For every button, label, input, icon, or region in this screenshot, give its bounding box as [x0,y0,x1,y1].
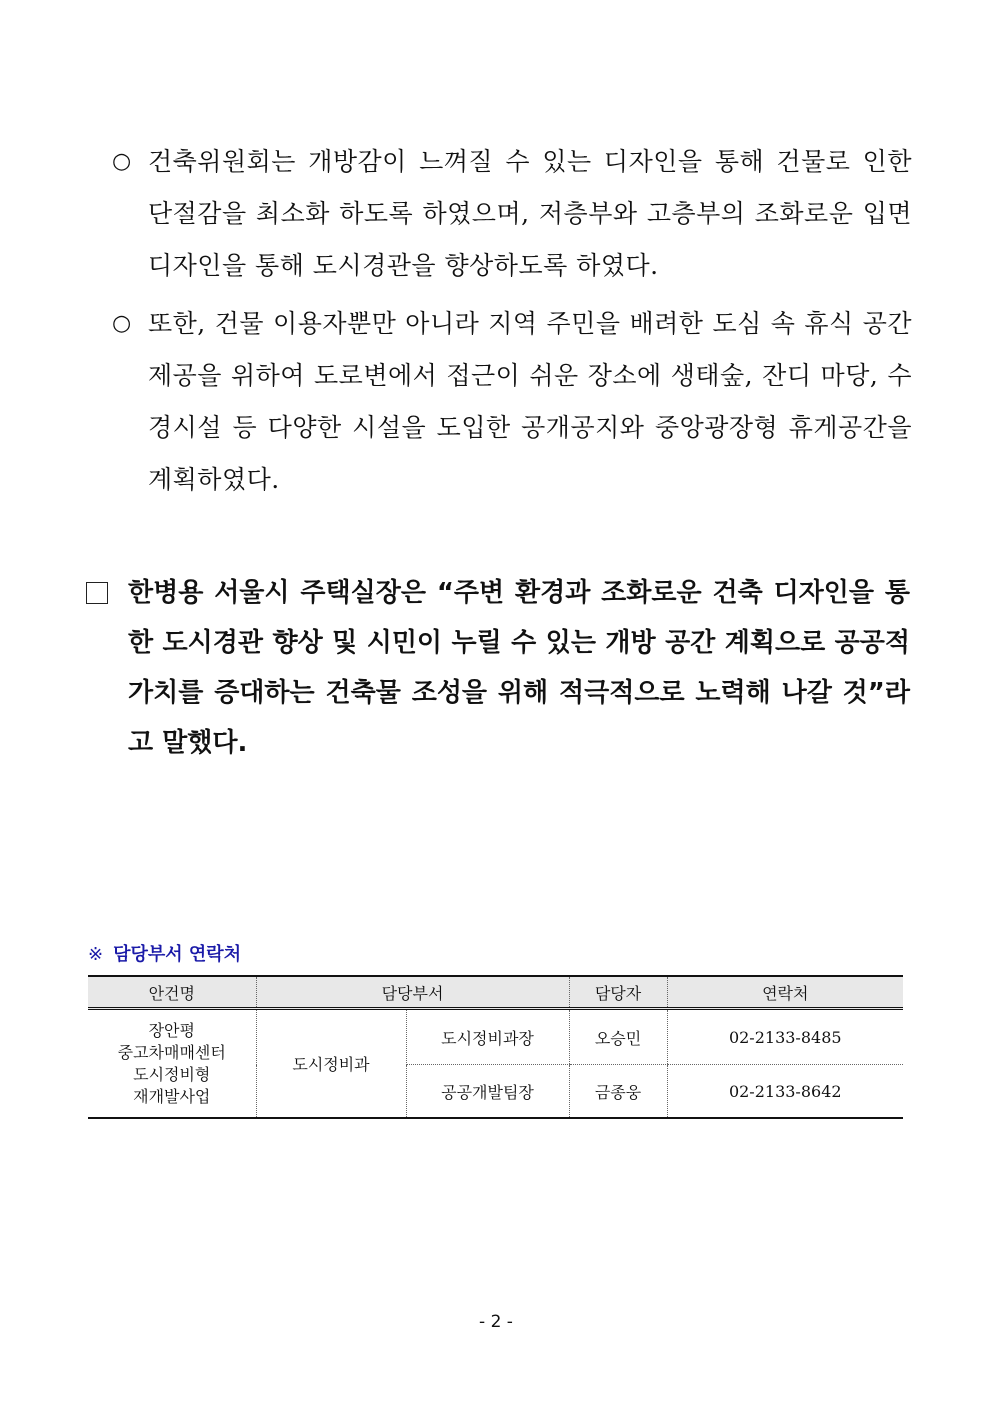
header-department: 담당부서 [256,976,569,1009]
contact-section-title [88,940,241,966]
case-name-line: 재개발사업 [133,1086,211,1106]
page-number: - 2 - [479,1312,513,1332]
case-name-cell [88,1009,256,1119]
square-bullet-icon [86,582,108,604]
case-name-line: 도시정비형 [133,1064,211,1084]
quote-text: 한병용 서울시 주택실장은 “주변 환경과 조화로운 건축 디자인을 통한 도시경관 향상 및 시민이 누릴 수 있는 개방 공간 계획으로 공공적 가치를 증대하는 건축물 조성을 위해 적극적으로 노력해 나갈 것”라고 말했다. [128,578,910,758]
phone-cell: 02-2133-8485 [667,1009,903,1065]
circle-bullet-icon: ○ [112,311,132,336]
person-cell: 오승민 [569,1009,667,1065]
bullet-paragraph-2 [112,298,912,506]
quote-paragraph [86,568,910,768]
department-cell: 도시정비과 [256,1009,406,1119]
table-row [88,1009,903,1065]
case-name-line: 장안평 [148,1020,195,1040]
paragraph-text: 또한, 건물 이용자뿐만 아니라 지역 주민을 배려한 도심 속 휴식 공간 제공을 위하여 도로변에서 접근이 쉬운 장소에 생태숲, 잔디 마당, 수경시설 등 다양한 시설을 도입한 공개공지와 중앙광장형 휴게공간을 계획하였다. [148,309,912,494]
circle-bullet-icon: ○ [112,149,132,174]
bullet-paragraph-1 [112,136,912,292]
phone-cell: 02-2133-8642 [667,1065,903,1119]
table-header-row [88,976,903,1009]
paragraph-text: 건축위원회는 개방감이 느껴질 수 있는 디자인을 통해 건물로 인한 단절감을 최소화 하도록 하였으며, 저층부와 고층부의 조화로운 입면 디자인을 통해 도시경관을 향상하도록 하였다. [148,147,912,280]
header-phone: 연락처 [667,976,903,1009]
contact-table [88,975,903,1119]
contact-title-text: 담당부서 연락처 [113,944,242,965]
reference-mark-icon: ※ [88,944,104,965]
team-cell: 공공개발팀장 [406,1065,569,1119]
person-cell: 금종웅 [569,1065,667,1119]
header-case: 안건명 [88,976,256,1009]
team-cell: 도시정비과장 [406,1009,569,1065]
header-person: 담당자 [569,976,667,1009]
case-name-line: 중고차매매센터 [117,1042,226,1062]
